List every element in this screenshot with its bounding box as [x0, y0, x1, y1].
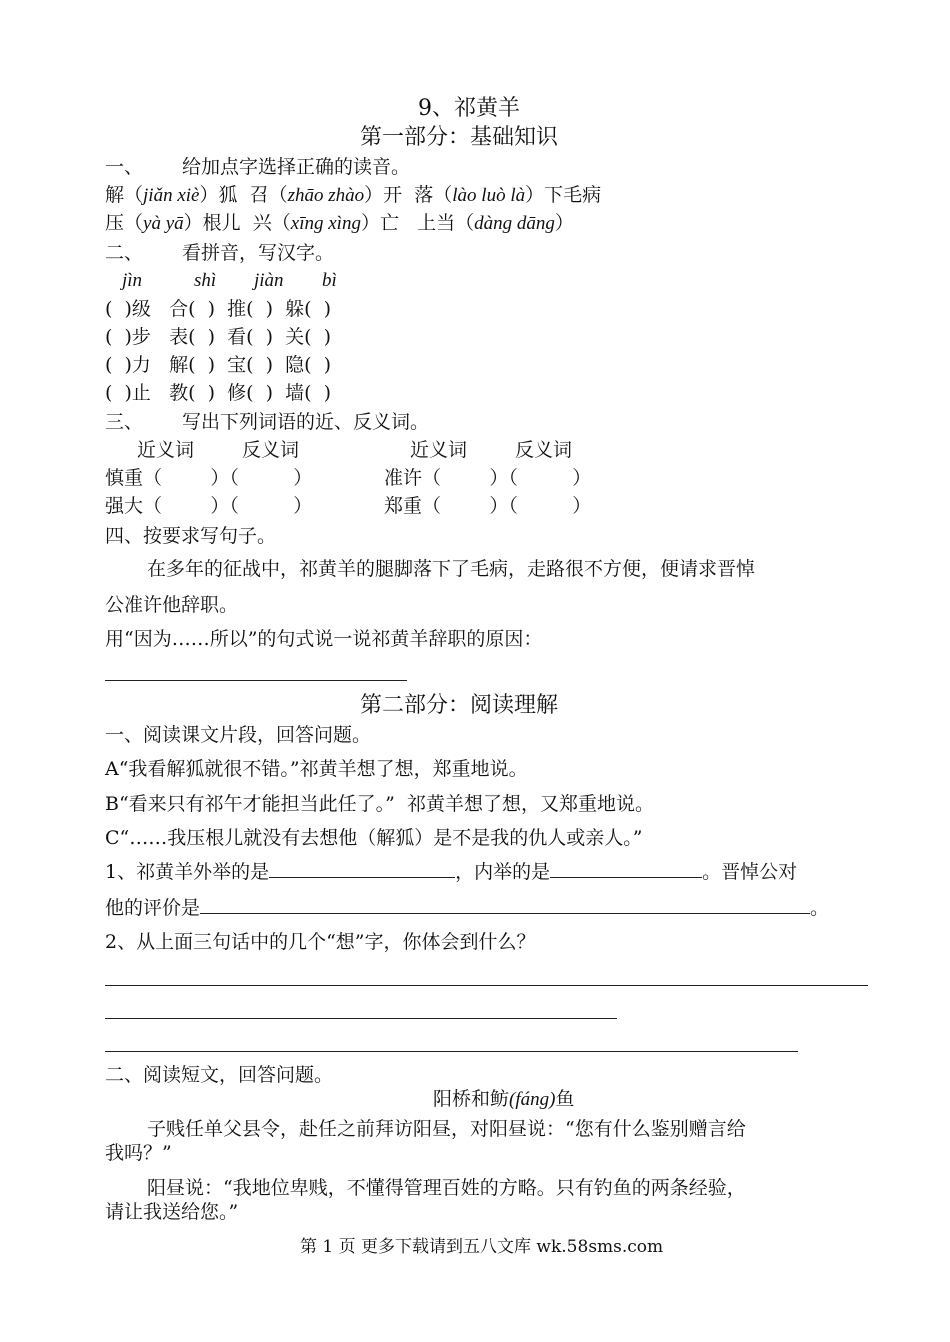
- q3-label: 三、: [105, 411, 144, 433]
- q2-pinyin-1: jìn: [122, 270, 143, 291]
- q3-instruction: 写出下列词语的近、反义词。: [182, 411, 430, 433]
- s1-question-1: 1、祁黄羊外举的是 ，内举的是 。晋悼公对: [105, 861, 798, 883]
- answer-blank-inner[interactable]: [550, 877, 702, 878]
- q3-head-anti-1: 反义词: [242, 439, 300, 461]
- q3-head-anti-2: 反义词: [515, 439, 573, 461]
- part1-heading: 第一部分：基础知识: [360, 125, 559, 150]
- q4-task: 用“因为……所以”的句式说一说祁黄羊辞职的原因：: [105, 628, 543, 650]
- story-p1-line2: 我吗？”: [105, 1142, 172, 1164]
- q1-row2: 压（yà yā）根儿 兴（xīng xìng）亡 上当（dàng dāng）: [105, 212, 574, 234]
- s2-label: 二、阅读短文，回答问题。: [105, 1064, 334, 1086]
- s1-question-2: 2、从上面三句话中的几个“想”字，你体会到什么？: [105, 931, 536, 953]
- q4-label: 四、按要求写句子。: [105, 525, 277, 547]
- q4-passage-line2: 公准许他辞职。: [105, 594, 239, 616]
- s1-question-1-cont: 他的评价是 。: [105, 897, 830, 919]
- q4-passage-line1: 在多年的征战中，祁黄羊的腿脚落下了毛病，走路很不方便，便请求晋悼: [147, 558, 756, 580]
- q1-row1: 解（jiǎn xiè）狐 召（zhāo zhào）开 落（lào luò là）下毛病: [105, 184, 602, 206]
- worksheet-title: 9、祁黄羊: [418, 96, 520, 121]
- q3-head-near-2: 近义词: [410, 439, 468, 461]
- q2-instruction: 看拼音，写汉字。: [182, 242, 335, 264]
- q2-answer-line-3[interactable]: [105, 1051, 798, 1052]
- q2-pinyin-2: shì: [194, 270, 217, 291]
- part2-heading: 第二部分：阅读理解: [360, 693, 559, 718]
- answer-blank-outer[interactable]: [269, 877, 455, 878]
- q2-row-2: ( )步 表( ) 看( ) 关( ): [105, 326, 332, 348]
- q2-row-3: ( )力 解( ) 宝( ) 隐( ): [105, 354, 332, 376]
- q2-answer-line-2[interactable]: [105, 1018, 617, 1019]
- story-title: 阳桥和鲂(fáng)鱼: [433, 1088, 575, 1110]
- q3-row-2-left: 强大（ ）（ ）: [105, 495, 313, 517]
- q2-pinyin-4: bì: [322, 270, 337, 291]
- page-footer: 第 1 页 更多下载请到五八文库 wk.58sms.com: [300, 1237, 664, 1257]
- story-p1-line1: 子贱任单父县令，赴任之前拜访阳昼，对阳昼说：“您有什么鉴别赠言给: [147, 1118, 746, 1140]
- s1-label: 一、阅读课文片段，回答问题。: [105, 724, 372, 746]
- story-p2-line2: 请让我送给您。”: [105, 1201, 239, 1223]
- q3-row-2-right: 郑重（ ）（ ）: [384, 495, 592, 517]
- q3-head-near-1: 近义词: [137, 439, 195, 461]
- q1-instruction: 给加点字选择正确的读音。: [182, 156, 411, 178]
- q1-label: 一、: [105, 156, 144, 178]
- q2-pinyin-3: jiàn: [254, 270, 284, 291]
- s1-sentence-a: A“我看解狐就很不错。”祁黄羊想了想，郑重地说。: [105, 758, 528, 780]
- answer-blank-evaluation[interactable]: [200, 913, 810, 914]
- q4-answer-line[interactable]: [105, 680, 407, 681]
- q2-label: 二、: [105, 242, 144, 264]
- s1-sentence-b: B“看来只有祁午才能担当此任了。” 祁黄羊想了想，又郑重地说。: [105, 793, 654, 815]
- q2-row-1: ( )级 合( ) 推( ) 躲( ): [105, 298, 332, 320]
- s1-sentence-c: C“……我压根儿就没有去想他（解狐）是不是我的仇人或亲人。”: [105, 827, 643, 849]
- q2-row-4: ( )止 教( ) 修( ) 墙( ): [105, 382, 332, 404]
- q3-row-1-left: 慎重（ ）（ ）: [105, 467, 313, 489]
- q2-answer-line-1[interactable]: [105, 985, 868, 986]
- story-p2-line1: 阳昼说：“我地位卑贱，不懂得管理百姓的方略。只有钓鱼的两条经验，: [147, 1177, 746, 1199]
- q3-row-1-right: 准许（ ）（ ）: [384, 467, 592, 489]
